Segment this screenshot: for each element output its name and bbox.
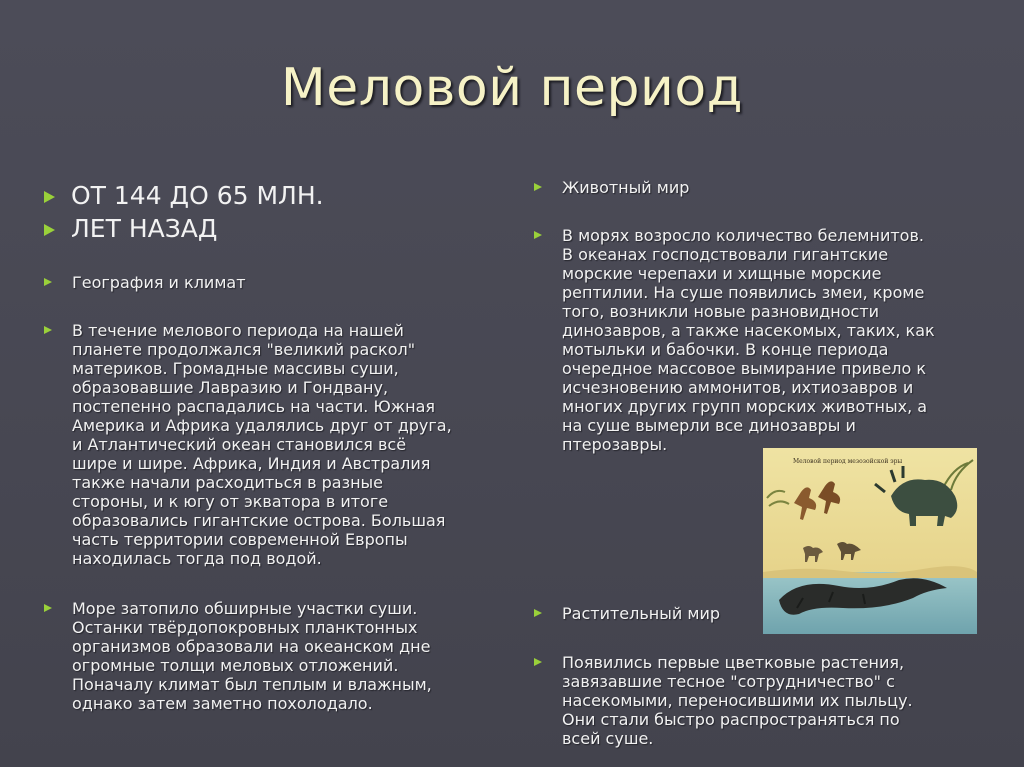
plant-paragraph: Появились первые цветковые растения, завязавшие тесное "сотрудничество" с насекомыми, переносившими их пыльцу. Они стали быстро распространяться по всей суше. — [562, 653, 913, 748]
headline-bullet-2 — [44, 214, 217, 244]
arrow-bullet-icon — [534, 183, 542, 191]
arrow-bullet-icon — [44, 326, 52, 334]
arrow-bullet-icon — [534, 609, 542, 617]
arrow-bullet-icon — [534, 231, 542, 239]
plant-paragraph-bullet — [534, 653, 913, 748]
animal-heading: Животный мир — [562, 178, 690, 197]
sea-paragraph: Море затопило обширные участки суши. Останки твёрдопокровных планктонных организмов образовали на океанском дне огромные толщи меловых отложений. Поначалу климат был теплым и влажным, однако затем заметно похолодало. — [72, 599, 432, 713]
geo-heading-bullet — [44, 273, 246, 292]
headline-line-1: ОТ 144 ДО 65 МЛН. — [71, 181, 324, 210]
plant-heading-bullet — [534, 604, 720, 623]
geo-heading: География и климат — [72, 273, 246, 292]
animal-paragraph-bullet — [534, 226, 935, 454]
geo-paragraph: В течение мелового периода на нашей планете продолжался "великий раскол" материков. Громадные массивы суши, образовавшие Лавразию и Гондвану, постепенно распадались на части. Южная Америка и Африка удалялись друг от друга, и Атлантический океан становился всё шире и шире. Африка, Индия и Австралия также начали расходиться в разные стороны, и к югу от экватора в итоге образовались гигантские острова. Большая часть территории современной Европы находилась тогда под водой. — [72, 321, 452, 568]
headline-line-2: ЛЕТ НАЗАД — [71, 214, 218, 243]
sea-paragraph-bullet — [44, 599, 432, 713]
arrow-bullet-icon — [44, 604, 52, 612]
animal-paragraph: В морях возросло количество белемнитов. В океанах господствовали гигантские морские черепахи и хищные морские рептилии. На суше появились змеи, кроме того, возникли новые разновидности динозавров, а также насекомых, таких, как мотыльки и бабочки. В конце периода очередное массовое вымирание привело к исчезновению аммонитов, ихтиозавров и многих других групп морских животных, а на суше вымерли все динозавры и птерозавры. — [562, 226, 935, 454]
slide-title: Меловой период — [280, 58, 744, 118]
arrow-bullet-icon — [534, 658, 542, 666]
arrow-bullet-icon — [44, 278, 52, 286]
arrow-bullet-icon — [44, 191, 55, 203]
arrow-bullet-icon — [44, 224, 55, 236]
geo-paragraph-bullet — [44, 321, 452, 568]
plant-heading: Растительный мир — [562, 604, 720, 623]
cretaceous-illustration — [763, 448, 977, 634]
illustration-caption: Меловой период мезозойской эры — [793, 458, 903, 465]
headline-bullet-1 — [44, 181, 324, 211]
animal-heading-bullet — [534, 178, 689, 197]
dinosaur-scene-image — [763, 448, 977, 634]
